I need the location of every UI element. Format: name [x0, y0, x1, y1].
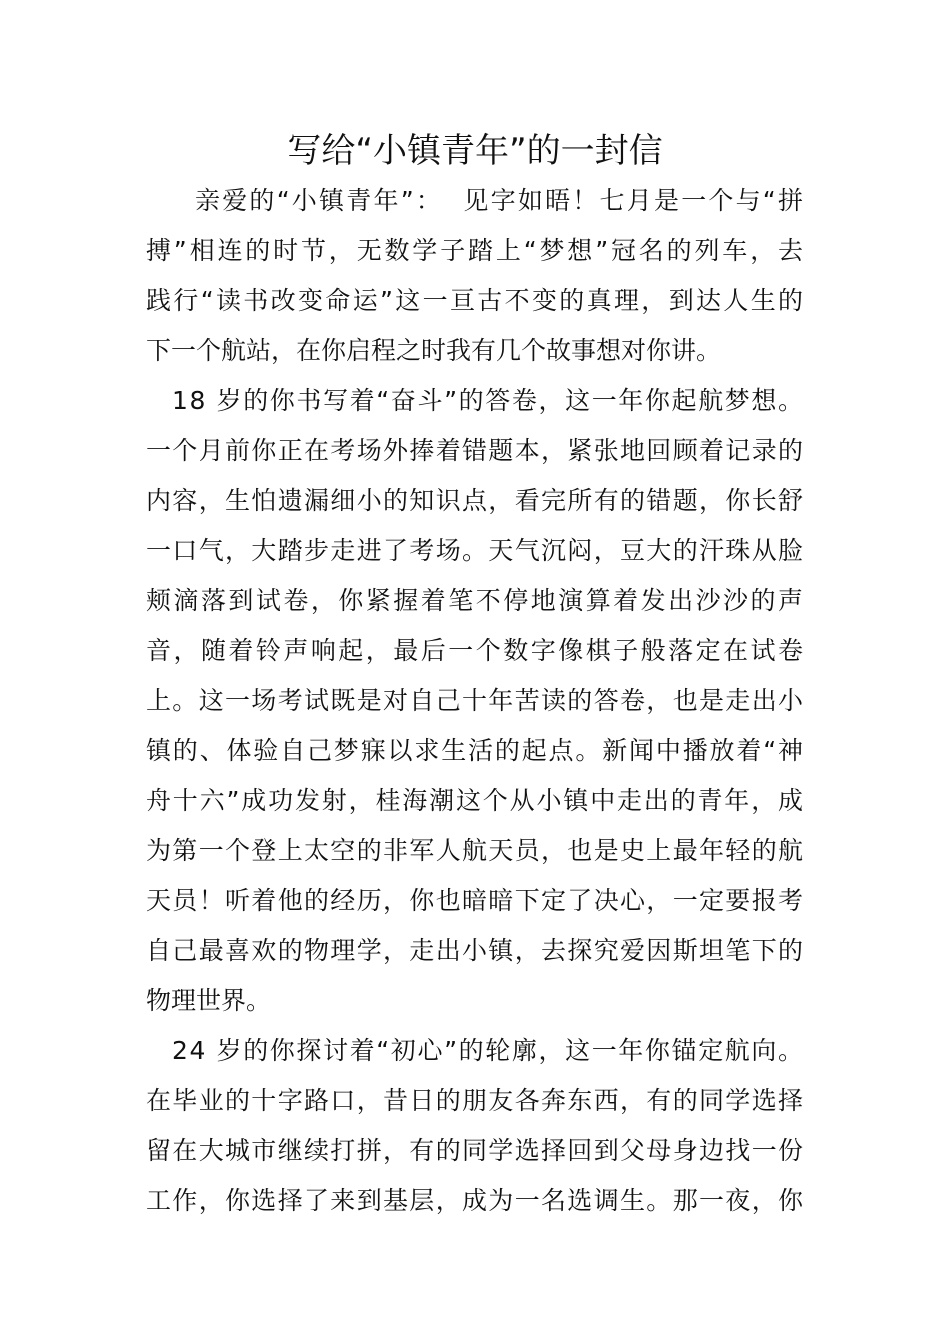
body-line: 工 作 ， 你 选 择 了 来 到 基 层 ， 成 为 一 名 选 调 生 。 那 一 夜 ， 你	[146, 1186, 804, 1215]
body-line: 亲 爱 的 “ 小 镇 青 年 ” ： 见 字 如 晤 ！ 七 月 是 一 个 与 “ 拼	[195, 186, 804, 215]
body-line: 1 8 岁 的 你 书 写 着 “ 奋 斗 ” 的 答 卷 ， 这 一 年 你 起 航 梦 想 。	[172, 386, 804, 415]
body-line: 下 一 个 航 站 ， 在 你 启 程 之 时 我 有 几 个 故 事 想 对 你 讲 。	[146, 336, 722, 365]
body-line: 一 个 月 前 你 正 在 考 场 外 捧 着 错 题 本 ， 紧 张 地 回 顾 着 记 录 的	[146, 436, 804, 465]
body-line: 留 在 大 城 市 继 续 打 拼 ， 有 的 同 学 选 择 回 到 父 母 身 边 找 一 份	[146, 1136, 804, 1165]
body-line: 自 己 最 喜 欢 的 物 理 学 ， 走 出 小 镇 ， 去 探 究 爱 因 斯 坦 笔 下 的	[146, 936, 804, 965]
body-line: 舟 十 六 ” 成 功 发 射 ， 桂 海 潮 这 个 从 小 镇 中 走 出 的 青 年 ， 成	[146, 786, 804, 815]
body-line: 在 毕 业 的 十 字 路 口 ， 昔 日 的 朋 友 各 奔 东 西 ， 有 的 同 学 选 择	[146, 1086, 804, 1115]
body-line: 内 容 ， 生 怕 遗 漏 细 小 的 知 识 点 ， 看 完 所 有 的 错 题 ， 你 长 舒	[146, 486, 804, 515]
body-line: 镇 的 、 体 验 自 己 梦 寐 以 求 生 活 的 起 点 。 新 闻 中 播 放 着 “ 神	[146, 736, 804, 765]
body-line: 物 理 世 界 。	[146, 986, 272, 1015]
body-line: 践 行 “ 读 书 改 变 命 运 ” 这 一 亘 古 不 变 的 真 理 ， 到 达 人 生 的	[146, 286, 804, 315]
body-line: 搏 ” 相 连 的 时 节 ， 无 数 学 子 踏 上 “ 梦 想 ” 冠 名 的 列 车 ， 去	[146, 236, 804, 265]
body-line: 为 第 一 个 登 上 太 空 的 非 军 人 航 天 员 ， 也 是 史 上 最 年 轻 的 航	[146, 836, 804, 865]
body-line: 上 。 这 一 场 考 试 既 是 对 自 己 十 年 苦 读 的 答 卷 ， 也 是 走 出 小	[146, 686, 804, 715]
body-line: 音 ， 随 着 铃 声 响 起 ， 最 后 一 个 数 字 像 棋 子 般 落 定 在 试 卷	[146, 636, 804, 665]
document-title: 写给“小镇青年”的一封信	[287, 131, 663, 171]
body-line: 天 员 ！ 听 着 他 的 经 历 ， 你 也 暗 暗 下 定 了 决 心 ， 一 定 要 报 考	[146, 886, 804, 915]
body-line: 2 4 岁 的 你 探 讨 着 “ 初 心 ” 的 轮 廓 ， 这 一 年 你 锚 定 航 向 。	[172, 1036, 804, 1065]
body-line: 一 口 气 ， 大 踏 步 走 进 了 考 场 。 天 气 沉 闷 ， 豆 大 的 汗 珠 从 脸	[146, 536, 804, 565]
body-line: 颊 滴 落 到 试 卷 ， 你 紧 握 着 笔 不 停 地 演 算 着 发 出 沙 沙 的 声	[146, 586, 804, 615]
